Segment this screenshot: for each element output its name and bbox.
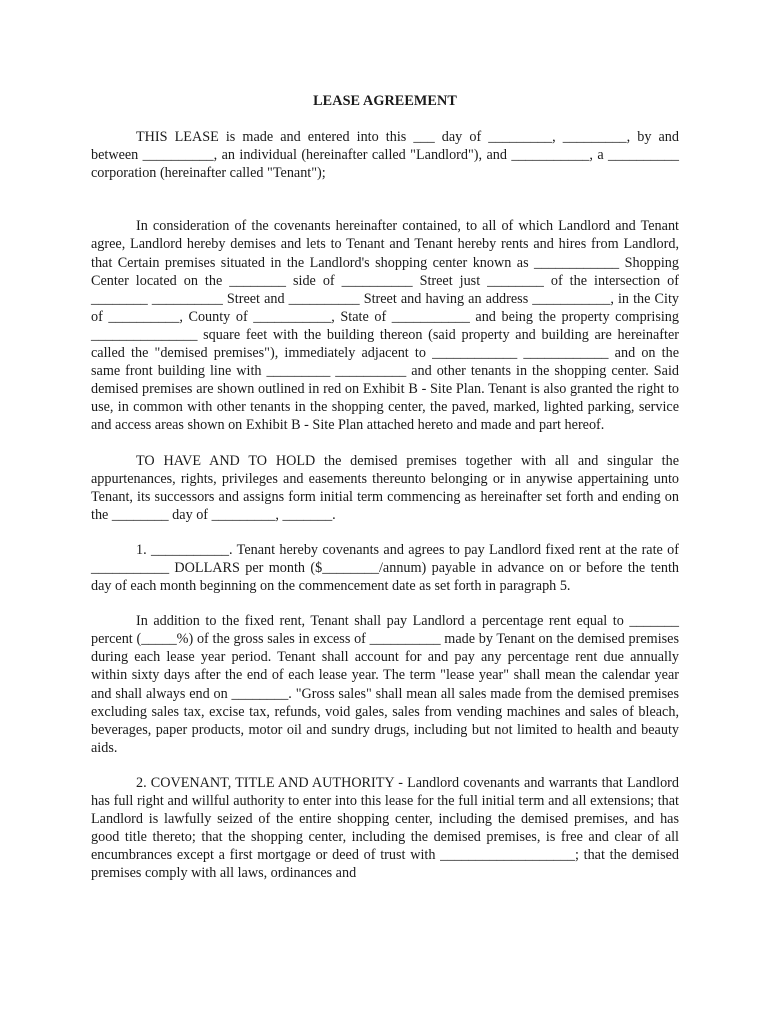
paragraph-covenant-title-authority: 2. COVENANT, TITLE AND AUTHORITY - Landlord covenants and warrants that Landlord has full right and willful authority to enter into this lease for the full initial term and all extensions; that Landlord is lawfully seized of the entire shopping center, including the demised premises, and has good title thereto; that the shopping center, including the demised premises, is free and clear of all encumbrances except a first mortgage or deed of trust with ___________________; that the demised premises comply with all laws, ordinances and [91, 774, 679, 882]
paragraph-fixed-rent: 1. ___________. Tenant hereby covenants and agrees to pay Landlord fixed rent at the rate of ___________ DOLLARS per month ($________/annum) payable in advance on or before the tenth day of each month beginning on the commencement date as set forth in paragraph 5. [91, 541, 679, 595]
paragraph-percentage-rent: In addition to the fixed rent, Tenant shall pay Landlord a percentage rent equal to _______ percent (_____%) of the gross sales in excess of __________ made by Tenant on the demised premises during each lease year period. Tenant shall account for and pay any percentage rent due annually within sixty days after the end of each lease year. The term "lease year" shall mean the calendar year and shall always end on ________. "Gross sales" shall mean all sales made from the demised premises excluding sales tax, excise tax, refunds, void gales, sales from vending machines and sales of bleach, beverages, paper products, motor oil and sundry drugs, including but not limited to health and beauty aids. [91, 613, 679, 756]
paragraph-premises: In consideration of the covenants hereinafter contained, to all of which Landlord and Tenant agree, Landlord hereby demises and lets to Tenant and Tenant hereby rents and hires from Landlord, that Certain premises situated in the Landlord's shopping center known as ____________ Shopping Center located on the ________ side of __________ Street just ________ of the intersection of ________ __________ Street and __________ Street and having an address ___________, in the City of __________, County of ___________, State of ___________ and being the property comprising _______________ square feet with the building thereon (said property and building are hereinafter called the "demised premises"), immediately adjacent to ____________ ____________ and on the same front building line with _________ __________ and other tenants in the shopping center. Said demised premises are shown outlined in red on Exhibit B - Site Plan. Tenant is also granted the right to use, in common with other tenants in the shopping center, the paved, marked, lighted parking, service and access areas shown on Exhibit B - Site Plan attached hereto and made and part hereof. [91, 218, 679, 434]
paragraph-habendum: TO HAVE AND TO HOLD the demised premises together with all and singular the appurtenances, rights, privileges and easements thereunto belonging or in anywise appertaining unto Tenant, its successors and assigns form initial term commencing as hereinafter set forth and ending on the ________ day of _________, _______. [91, 452, 679, 523]
spacer [91, 524, 679, 541]
spacer [91, 757, 679, 774]
document-page [91, 92, 679, 882]
spacer [91, 182, 679, 217]
spacer [91, 435, 679, 452]
spacer [91, 595, 679, 612]
paragraph-parties: THIS LEASE is made and entered into this ___ day of _________, _________, by and between __________, an individual (hereinafter called "Landlord"), and ___________, a __________ corporation (hereinafter called "Tenant"); [91, 129, 679, 182]
document-title: LEASE AGREEMENT [313, 93, 457, 109]
